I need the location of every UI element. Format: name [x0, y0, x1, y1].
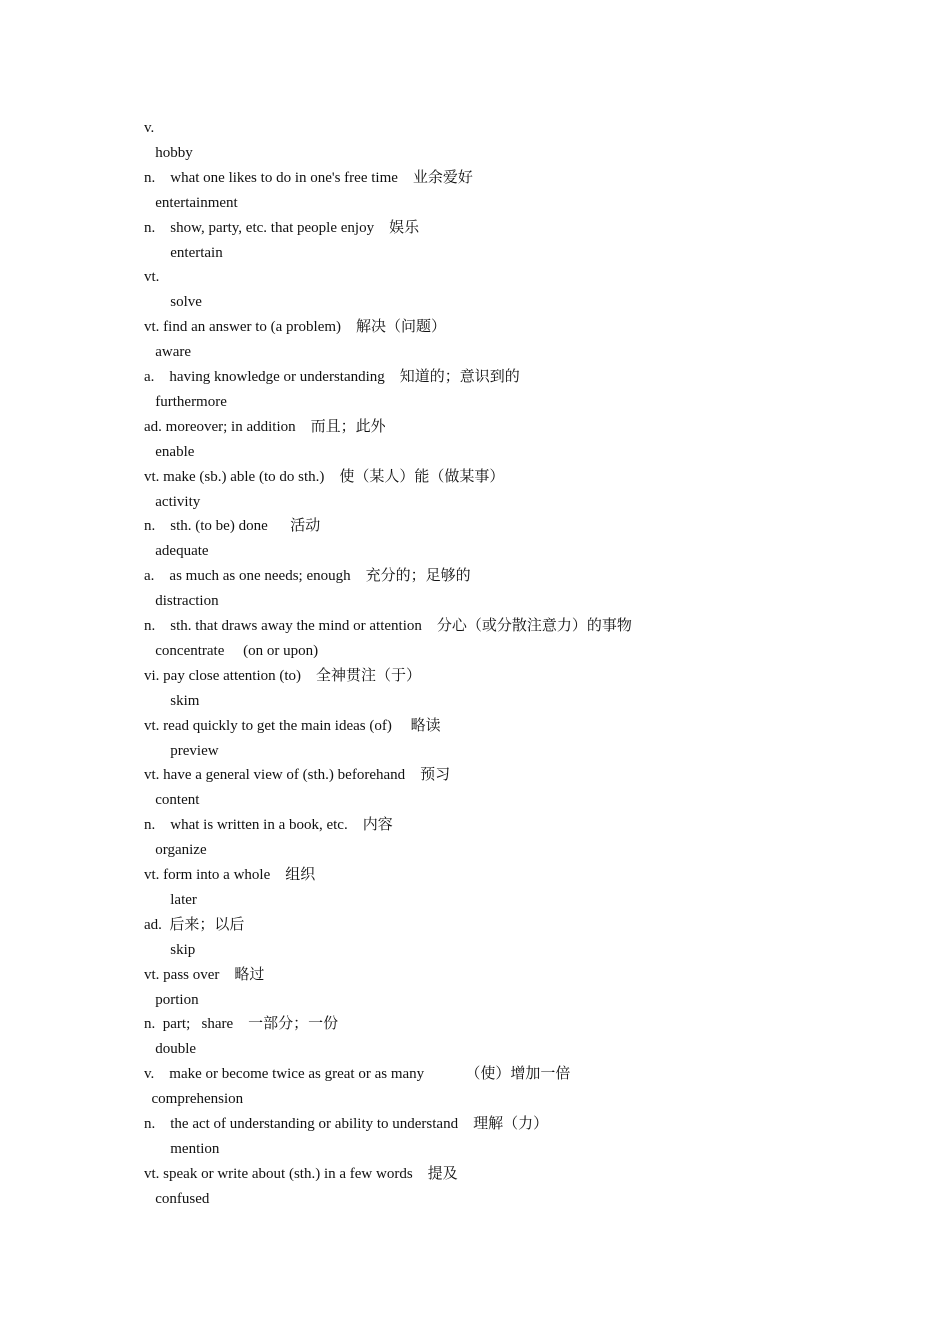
vocab-line: skim — [144, 693, 200, 709]
vocab-line: adequate — [144, 543, 209, 559]
vocab-line: hobby — [144, 145, 193, 161]
vocab-line: skip — [144, 942, 196, 958]
vocab-line: content — [144, 792, 200, 808]
vocab-line: entertainment — [144, 195, 238, 211]
vocab-line: double — [144, 1041, 197, 1057]
vocab-line: n. part; share 一部分；一份 — [144, 1016, 339, 1032]
vocab-line: organize — [144, 842, 207, 858]
vocab-line: portion — [144, 992, 199, 1008]
vocab-line: concentrate (on or upon) — [144, 643, 319, 659]
vocab-line: comprehension — [144, 1091, 244, 1107]
vocab-line: vt. form into a whole 组织 — [144, 867, 316, 883]
vocab-line: v. — [144, 120, 155, 136]
vocab-line: enable — [144, 444, 195, 460]
vocab-line: ad. moreover; in addition 而且；此外 — [144, 419, 386, 435]
vocab-line: entertain — [144, 245, 223, 261]
vocab-line: vt. pass over 略过 — [144, 967, 265, 983]
vocab-line: n. the act of understanding or ability to understand 理解（力） — [144, 1116, 549, 1132]
vocab-line: preview — [144, 743, 219, 759]
vocab-line: distraction — [144, 593, 219, 609]
vocab-line: vt. find an answer to (a problem) 解决（问题） — [144, 319, 447, 335]
vocab-line: vi. pay close attention (to) 全神贯注（于） — [144, 668, 422, 684]
vocab-line: a. having knowledge or understanding 知道的；意识到的 — [144, 369, 520, 385]
vocab-line: n. sth. (to be) done 活动 — [144, 518, 321, 534]
vocab-line: confused — [144, 1191, 210, 1207]
vocab-line: ad. 后来；以后 — [144, 917, 245, 933]
vocab-line: mention — [144, 1141, 220, 1157]
vocab-line: solve — [144, 294, 202, 310]
vocab-line: n. what one likes to do in one's free time 业余爱好 — [144, 170, 473, 186]
vocab-line: aware — [144, 344, 192, 360]
vocab-line: activity — [144, 494, 201, 510]
vocab-line: later — [144, 892, 197, 908]
vocab-line: vt. — [144, 269, 160, 285]
vocab-line: n. sth. that draws away the mind or attention 分心（或分散注意力）的事物 — [144, 618, 632, 634]
vocab-line: furthermore — [144, 394, 227, 410]
vocab-line: n. what is written in a book, etc. 内容 — [144, 817, 393, 833]
vocab-line: vt. speak or write about (sth.) in a few words 提及 — [144, 1166, 458, 1182]
vocab-line: vt. read quickly to get the main ideas (of) 略读 — [144, 718, 441, 734]
vocab-line: a. as much as one needs; enough 充分的；足够的 — [144, 568, 471, 584]
vocab-line: vt. have a general view of (sth.) beforehand 预习 — [144, 767, 451, 783]
vocab-line: n. show, party, etc. that people enjoy 娱乐 — [144, 220, 420, 236]
vocab-line: v. make or become twice as great or as many （使）增加一倍 — [144, 1066, 571, 1082]
vocab-line: vt. make (sb.) able (to do sth.) 使（某人）能（做某事） — [144, 469, 505, 485]
